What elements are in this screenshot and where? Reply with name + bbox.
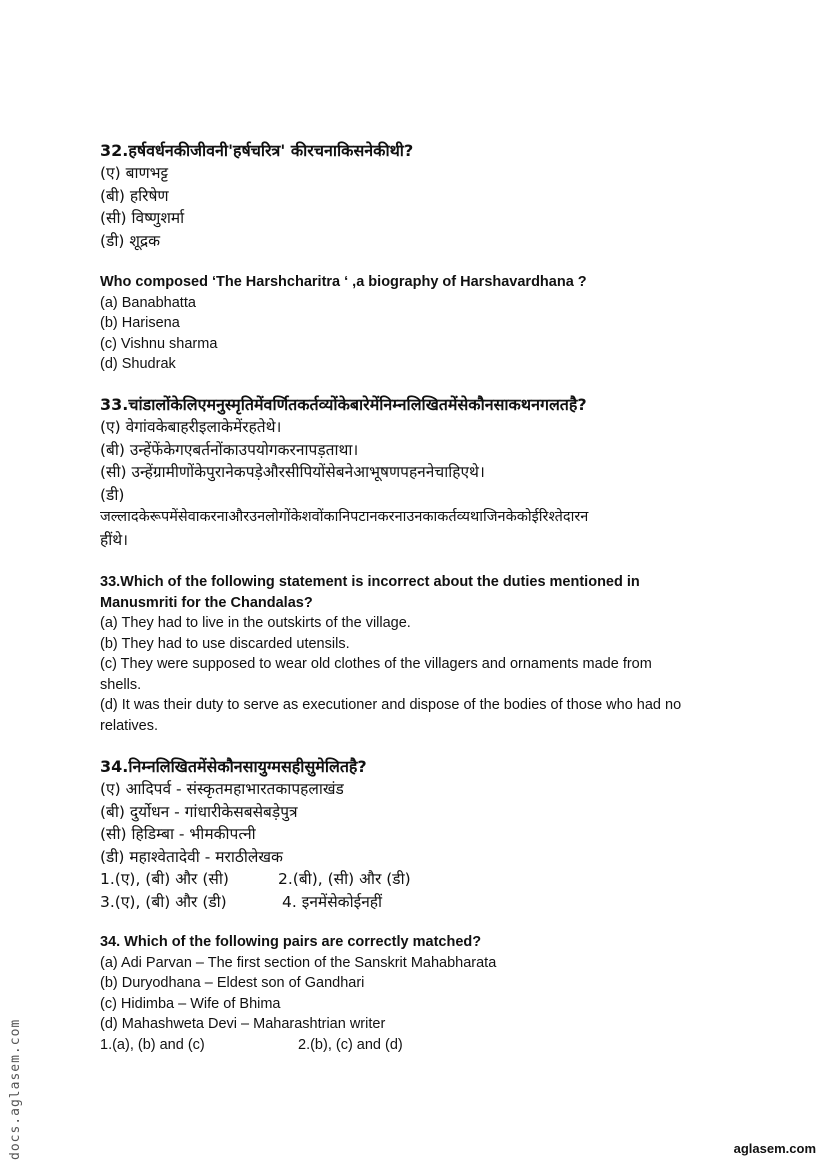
question-title: 34.निम्नलिखितमेंसेकौनसायुग्मसहीसुमेलितहै? (100, 757, 367, 776)
option: (बी) दुर्योधन - गांधारीकेसबसेबड़ेपुत्र (100, 802, 298, 821)
option-continued: जल्लादकेरूपमेंसेवाकरनाऔरउनलोगोंकेशवोंकानिपटानकरनाउनकाकर्तव्यथाजिनकेकोईरिश्तेदारन (100, 509, 589, 525)
option: (a) They had to live in the outskirts of the village. (100, 615, 411, 631)
q32-english (100, 272, 740, 375)
question-title: 34. Which of the following pairs are correctly matched? (100, 934, 482, 950)
question-title: Who composed ‘The Harshcharitra ‘ ,a biography of Harshavardhana ? (100, 274, 587, 290)
option: (सी) विष्णुशर्मा (100, 209, 185, 227)
q34-hindi (100, 756, 740, 913)
option: (b) Duryodhana – Eldest son of Gandhari (100, 975, 365, 991)
option: (डी) महाश्वेतादेवी - मराठीलेखक (100, 847, 283, 866)
option: (सी) उन्हेंग्रामीणोंकेपुरानेकपड़ेऔरसीपियोंसेबनेआभूषणपहननेचाहिएथे। (100, 463, 485, 481)
option: (सी) हिडिम्बा - भीमकीपत्नी (100, 825, 256, 843)
option: (a) Banabhatta (100, 294, 196, 311)
answer-row (100, 1035, 740, 1056)
option: (d) Mahashweta Devi – Maharashtrian writer (100, 1016, 386, 1032)
option: (ए) वेगांवकेबाहरीइलाकेमेंरहतेथे। (100, 418, 282, 436)
option-continued: relatives. (100, 717, 159, 734)
question-title: 32.हर्षवर्धनकीजीवनी'हर्षचरित्र' कीरचनाकिसनेकीथी? (100, 141, 414, 160)
answer-row (100, 868, 740, 891)
option: (ए) बाणभट्ट (100, 164, 169, 182)
answer-choice: 2.(b), (c) and (d) (298, 1036, 403, 1053)
option: (बी) उन्हेंफेंकेगएबर्तनोंकाउपयोगकरनापड़ताथा। (100, 440, 359, 459)
q34-english (100, 932, 740, 1055)
answer-choice: 1.(ए), (बी) और (सी) (100, 870, 229, 888)
q33-hindi (100, 394, 760, 551)
question-title: 33.चांडालोंकेलिएमनुस्मृतिमेंवर्णितकर्तव्योंकेबारेमेंनिम्नलिखितमेंसेकौनसाकथनगलतहै? (100, 395, 587, 414)
option: (a) Adi Parvan – The first section of the Sanskrit Mahabharata (100, 954, 497, 971)
option: (डी) शूद्रक (100, 231, 161, 250)
option: (c) They were supposed to wear old clothes of the villagers and ornaments made from (100, 656, 652, 672)
answer-choice: 1.(a), (b) and (c) (100, 1036, 205, 1053)
option-continued: हींथे। (100, 530, 129, 549)
option: (c) Vishnu sharma (100, 335, 218, 352)
watermark: docs.aglasem.com (8, 1018, 23, 1160)
option: (b) They had to use discarded utensils. (100, 635, 350, 652)
option-continued: shells. (100, 676, 142, 693)
option: (बी) हरिषेण (100, 186, 169, 205)
answer-row (100, 891, 740, 914)
answer-choice: 2.(बी), (सी) और (डी) (278, 870, 411, 888)
q33-english (100, 572, 740, 736)
answer-choice: 4. इनमेंसेकोईनहीं (282, 892, 383, 911)
option: (d) Shudrak (100, 356, 176, 372)
question-title: 33.Which of the following statement is incorrect about the duties mentioned in (100, 574, 640, 590)
option: (b) Harisena (100, 315, 180, 331)
option: (डी) (100, 485, 125, 504)
footer-site-name: aglasem.com (733, 1141, 816, 1156)
question-title-continued: Manusmriti for the Chandalas? (100, 594, 313, 611)
option: (c) Hidimba – Wife of Bhima (100, 995, 281, 1012)
q32-hindi (100, 140, 740, 252)
answer-choice: 3.(ए), (बी) और (डी) (100, 892, 227, 911)
option: (d) It was their duty to serve as executioner and dispose of the bodies of those who had no (100, 697, 682, 713)
option: (ए) आदिपर्व - संस्कृतमहाभारतकापहलाखंड (100, 780, 344, 798)
